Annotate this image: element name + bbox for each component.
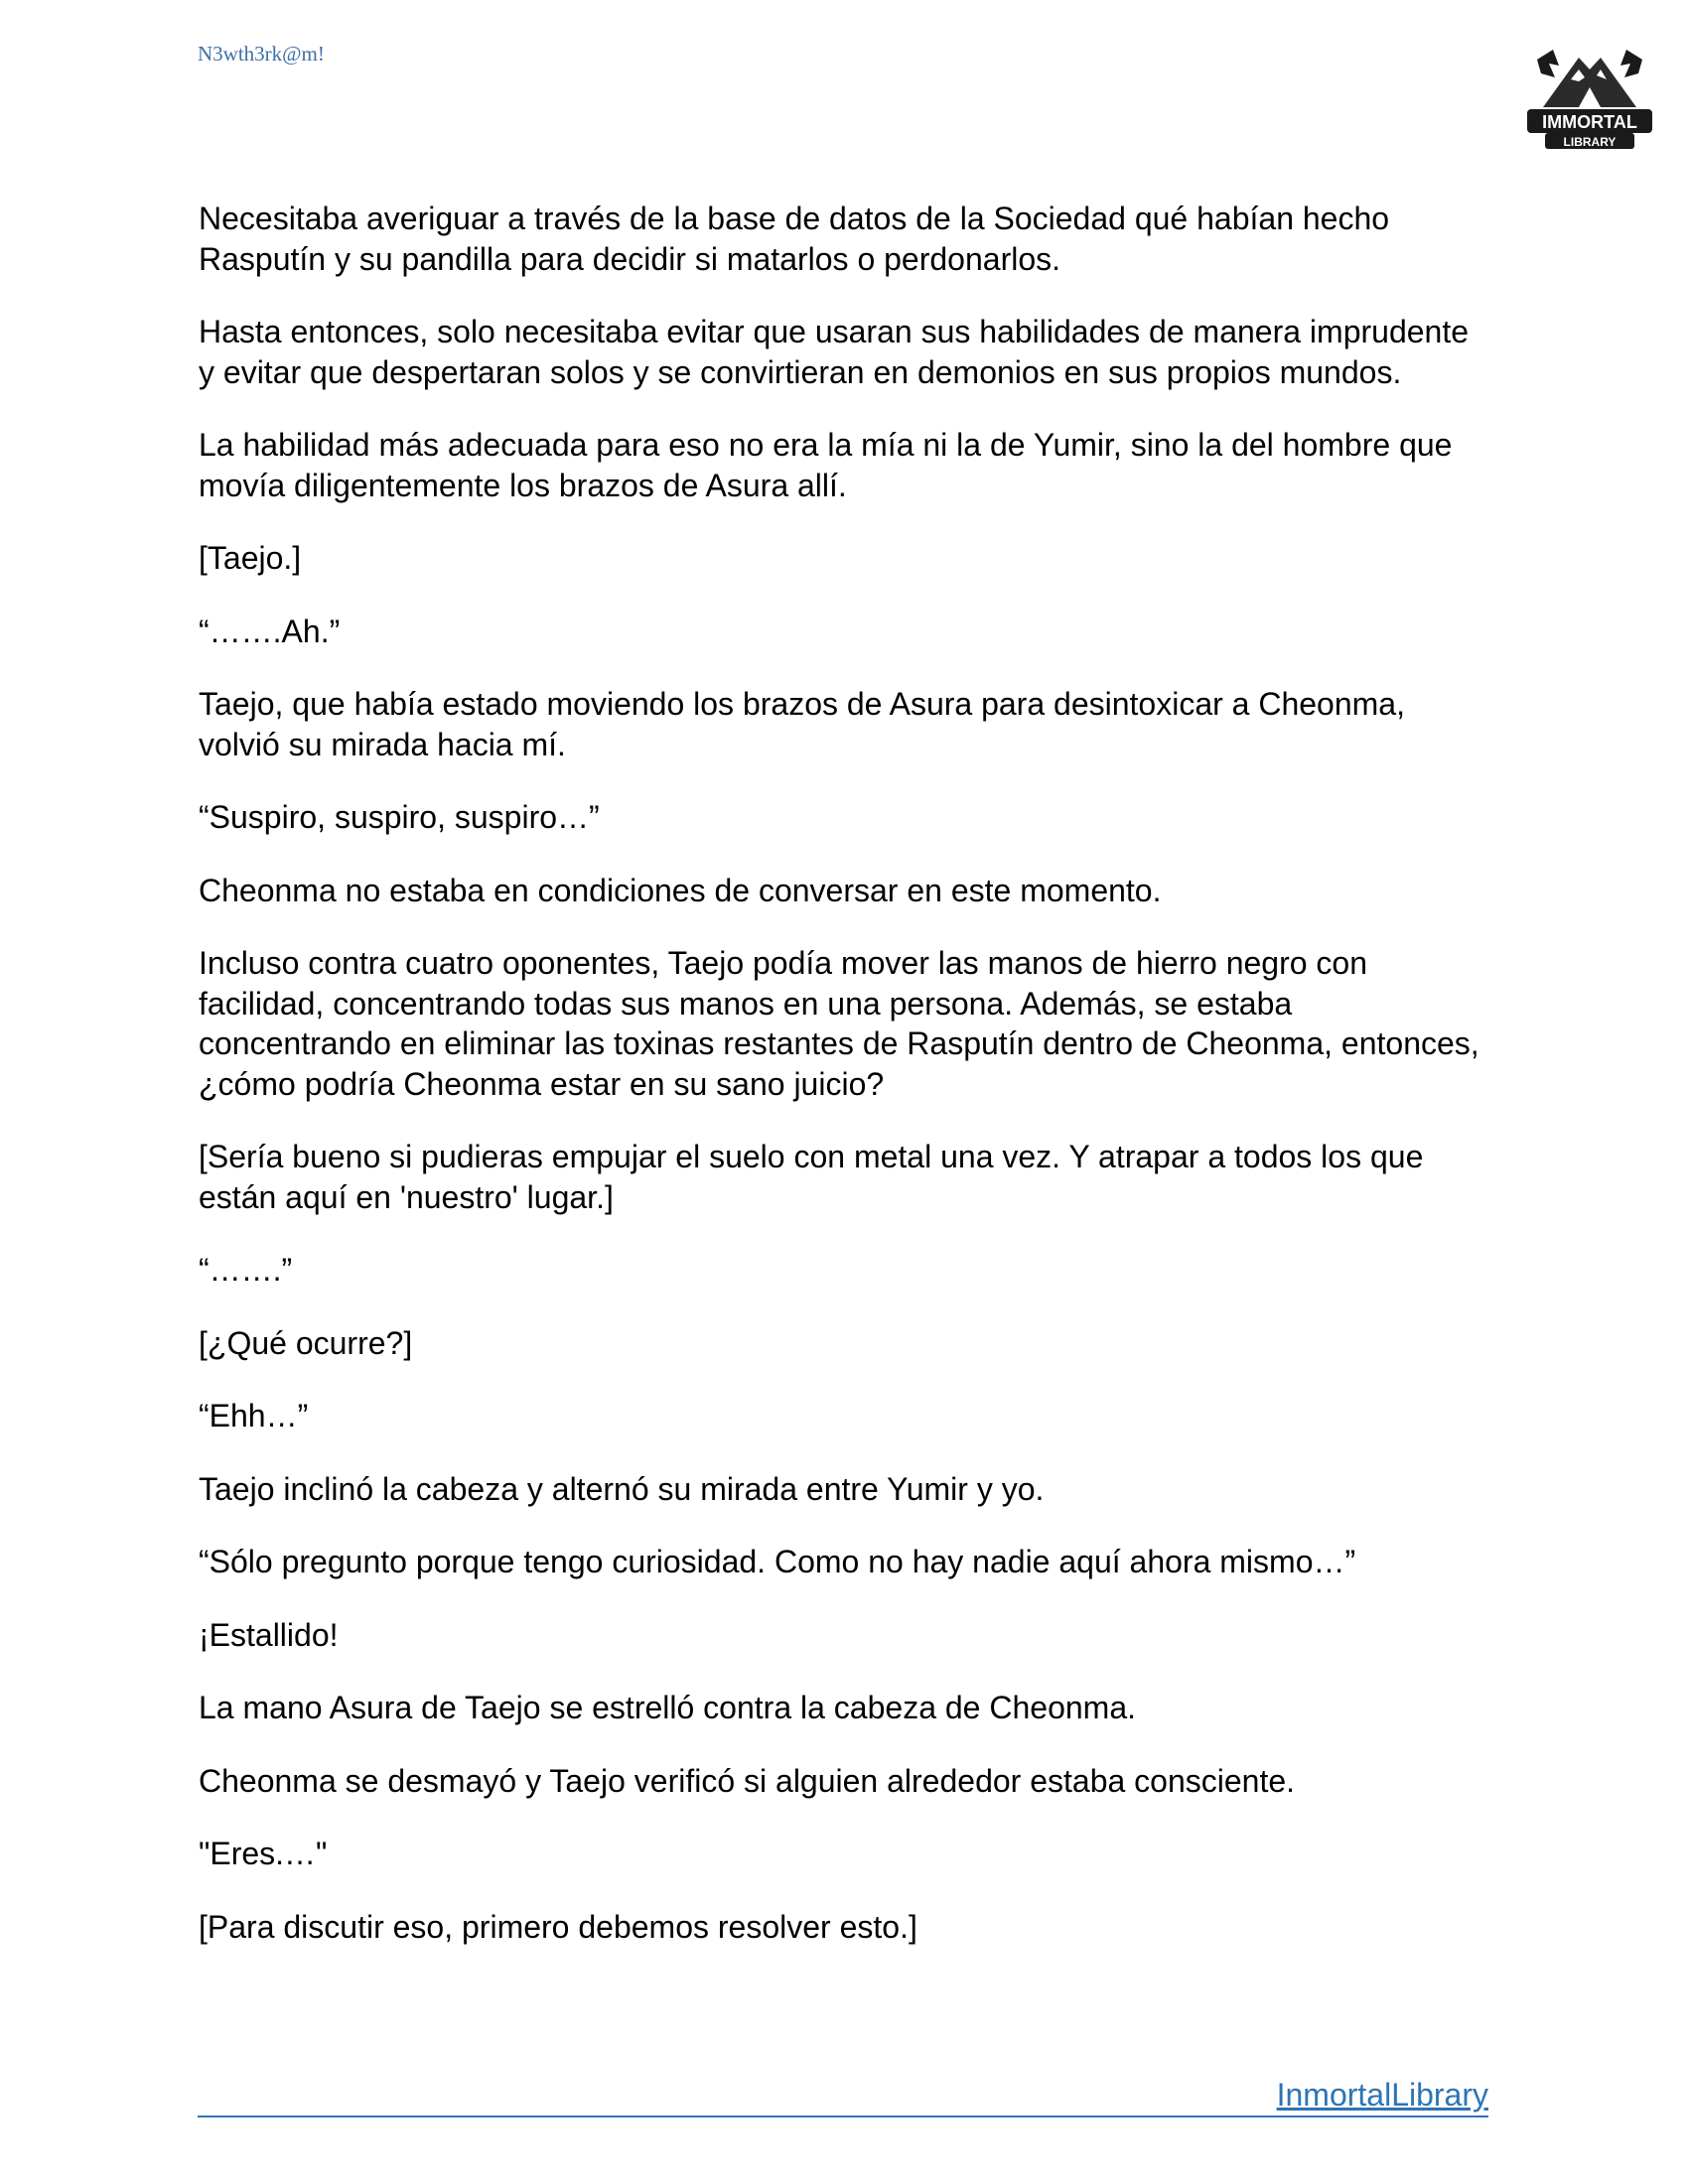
paragraph: “…….”	[199, 1252, 293, 1288]
paragraph: Cheonma se desmayó y Taejo verificó si alguien alrededor estaba consciente.	[199, 1762, 1296, 1799]
document-body	[199, 199, 1489, 1979]
paragraph: ¡Estallido!	[199, 1616, 339, 1653]
paragraph: [Taejo.]	[199, 540, 302, 576]
paragraph: La mano Asura de Taejo se estrelló contra la cabeza de Cheonma.	[199, 1690, 1136, 1725]
paragraph: Taejo, que había estado moviendo los brazos de Asura para desintoxicar a Cheonma, volvió su mirada hacia mí.	[199, 686, 1405, 762]
paragraph: [¿Qué ocurre?]	[199, 1324, 413, 1361]
paragraph: Hasta entonces, solo necesitaba evitar que usaran sus habilidades de manera imprudente y evitar que despertaran solos y se convirtieran en demonios en sus propios mundos.	[199, 314, 1470, 390]
footer-divider	[198, 2116, 1488, 2117]
paragraph: Necesitaba averiguar a través de la base de datos de la Sociedad qué habían hecho Rasputín y su pandilla para decidir si matarlos o perdonarlos.	[199, 201, 1390, 277]
paragraph: “…….Ah.”	[199, 613, 341, 649]
logo-text-bottom: LIBRARY	[1563, 135, 1617, 149]
immortal-library-logo	[1519, 30, 1660, 171]
paragraph: [Sería bueno si pudieras empujar el suelo con metal una vez. Y atrapar a todos los que están aquí en 'nuestro' lugar.]	[199, 1139, 1424, 1215]
paragraph: [Para discutir eso, primero debemos resolver esto.]	[199, 1908, 917, 1945]
paragraph: “Sólo pregunto porque tengo curiosidad. Como no hay nadie aquí ahora mismo…”	[199, 1544, 1356, 1579]
paragraph: Incluso contra cuatro oponentes, Taejo podía mover las manos de hierro negro con facilidad, concentrando todas sus manos en una persona. Además, se estaba concentrando en eliminar las toxinas restantes de Rasputín dentro de Cheonma, entonces, ¿cómo podría Cheonma estar en su sano juicio?	[199, 945, 1479, 1102]
paragraph: “Suspiro, suspiro, suspiro…”	[199, 799, 600, 835]
paragraph: Taejo inclinó la cabeza y alternó su mirada entre Yumir y yo.	[199, 1470, 1045, 1507]
logo-emblem	[1519, 30, 1660, 171]
paragraph: Cheonma no estaba en condiciones de conversar en este momento.	[199, 872, 1162, 908]
paragraph: "Eres.…"	[199, 1836, 328, 1871]
paragraph: La habilidad más adecuada para eso no era la mía ni la de Yumir, sino la del hombre que movía diligentemente los brazos de Asura allí.	[199, 427, 1453, 503]
header-watermark: N3wth3rk@m!	[198, 42, 325, 66]
footer-library-link[interactable]: InmortalLibrary	[1276, 2077, 1488, 2113]
logo-text-top: IMMORTAL	[1542, 112, 1637, 132]
paragraph: “Ehh…”	[199, 1398, 309, 1433]
